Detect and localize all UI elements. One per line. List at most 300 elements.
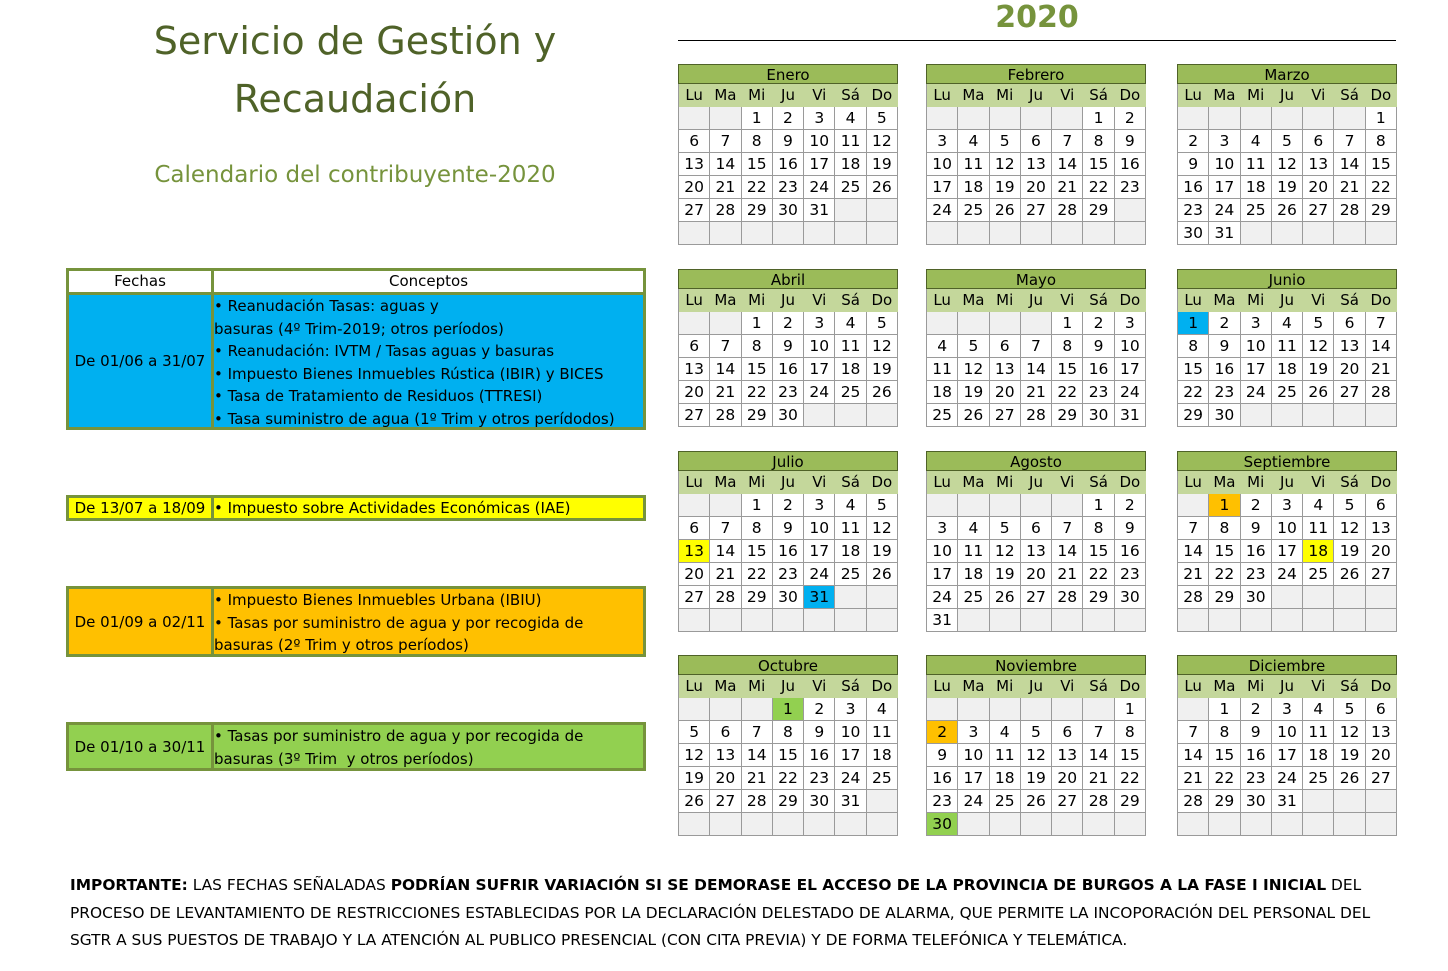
day-cell: 31 xyxy=(835,790,866,813)
empty-day-cell xyxy=(1083,698,1114,721)
empty-day-cell xyxy=(804,609,835,632)
empty-day-cell xyxy=(710,107,741,130)
empty-day-cell xyxy=(1272,222,1303,245)
month-days-grid xyxy=(1177,675,1397,836)
day-cell: 15 xyxy=(742,358,773,381)
weekday-header: Ju xyxy=(1021,675,1052,698)
empty-day-cell xyxy=(710,222,741,245)
column-header-concepts: Conceptos xyxy=(388,272,469,290)
weekday-header: Ju xyxy=(1272,289,1303,312)
day-cell: 28 xyxy=(1083,790,1114,813)
empty-day-cell xyxy=(990,312,1021,335)
day-cell: 13 xyxy=(679,358,710,381)
day-cell: 24 xyxy=(804,381,835,404)
day-cell: 18 xyxy=(1303,540,1334,563)
day-cell: 13 xyxy=(1303,153,1334,176)
day-cell: 13 xyxy=(679,153,710,176)
day-cell: 27 xyxy=(1052,790,1083,813)
day-cell: 10 xyxy=(804,130,835,153)
day-cell: 14 xyxy=(710,358,741,381)
weekday-header: Vi xyxy=(1303,471,1334,494)
day-cell: 15 xyxy=(1052,358,1083,381)
day-cell: 25 xyxy=(867,767,898,790)
day-cell: 12 xyxy=(1021,744,1052,767)
empty-day-cell xyxy=(679,698,710,721)
weekday-header: Ma xyxy=(1209,471,1240,494)
day-cell: 30 xyxy=(1083,404,1114,427)
empty-day-cell xyxy=(1052,609,1083,632)
weekday-header: Sá xyxy=(1334,84,1365,107)
day-cell: 4 xyxy=(835,494,866,517)
day-cell: 9 xyxy=(773,517,804,540)
day-cell: 26 xyxy=(1303,381,1334,404)
day-cell: 1 xyxy=(1209,494,1240,517)
weekday-header: Ma xyxy=(1209,675,1240,698)
empty-day-cell xyxy=(1178,107,1209,130)
day-cell: 27 xyxy=(679,404,710,427)
day-cell: 23 xyxy=(1115,563,1146,586)
day-cell: 19 xyxy=(958,381,989,404)
day-cell: 25 xyxy=(958,586,989,609)
day-cell: 21 xyxy=(1366,358,1397,381)
empty-day-cell xyxy=(1272,404,1303,427)
day-cell: 29 xyxy=(742,586,773,609)
day-cell: 3 xyxy=(1209,130,1240,153)
day-cell: 18 xyxy=(867,744,898,767)
table-row xyxy=(66,586,646,657)
empty-day-cell xyxy=(990,698,1021,721)
empty-day-cell xyxy=(679,494,710,517)
day-cell: 28 xyxy=(742,790,773,813)
day-cell: 22 xyxy=(1115,767,1146,790)
day-cell: 11 xyxy=(835,130,866,153)
day-cell: 4 xyxy=(958,517,989,540)
day-cell: 4 xyxy=(835,312,866,335)
day-cell: 21 xyxy=(1052,176,1083,199)
weekday-header: Sá xyxy=(1334,289,1365,312)
concept-line: • Impuesto Bienes Inmuebles Urbana (IBIU) xyxy=(214,591,542,609)
empty-day-cell xyxy=(1334,404,1365,427)
day-cell: 9 xyxy=(1115,130,1146,153)
day-cell: 8 xyxy=(773,721,804,744)
day-cell: 28 xyxy=(1052,586,1083,609)
day-cell: 29 xyxy=(1209,790,1240,813)
month-febrero xyxy=(926,64,1146,245)
month-septiembre xyxy=(1177,451,1397,632)
empty-day-cell xyxy=(1209,813,1240,836)
day-cell: 30 xyxy=(773,199,804,222)
day-cell: 22 xyxy=(1083,176,1114,199)
day-cell: 27 xyxy=(1366,767,1397,790)
day-cell: 27 xyxy=(679,586,710,609)
day-cell: 25 xyxy=(927,404,958,427)
empty-day-cell xyxy=(1052,222,1083,245)
day-cell: 31 xyxy=(1209,222,1240,245)
day-cell: 7 xyxy=(710,130,741,153)
month-name: Junio xyxy=(1177,269,1397,289)
empty-day-cell xyxy=(1115,199,1146,222)
concept-line: • Reanudación Tasas: aguas y xyxy=(214,297,439,315)
day-cell: 6 xyxy=(1366,494,1397,517)
day-cell: 13 xyxy=(990,358,1021,381)
weekday-header: Ma xyxy=(958,471,989,494)
day-cell: 7 xyxy=(742,721,773,744)
empty-day-cell xyxy=(1115,222,1146,245)
weekday-header: Mi xyxy=(990,675,1021,698)
day-cell: 19 xyxy=(1334,540,1365,563)
day-cell: 17 xyxy=(927,563,958,586)
day-cell: 21 xyxy=(742,767,773,790)
day-cell: 23 xyxy=(1115,176,1146,199)
empty-day-cell xyxy=(1241,222,1272,245)
day-cell: 14 xyxy=(710,540,741,563)
empty-day-cell xyxy=(958,813,989,836)
note-label: IMPORTANTE: xyxy=(70,876,188,894)
empty-day-cell xyxy=(1241,609,1272,632)
day-cell: 8 xyxy=(1083,130,1114,153)
day-cell: 6 xyxy=(710,721,741,744)
day-cell: 9 xyxy=(1241,721,1272,744)
empty-day-cell xyxy=(773,222,804,245)
weekday-header: Ju xyxy=(1021,471,1052,494)
weekday-header: Sá xyxy=(1083,471,1114,494)
empty-day-cell xyxy=(867,199,898,222)
day-cell: 13 xyxy=(1366,721,1397,744)
day-cell: 18 xyxy=(1303,744,1334,767)
weekday-header: Ma xyxy=(710,289,741,312)
month-days-grid xyxy=(1177,471,1397,632)
day-cell: 14 xyxy=(1178,744,1209,767)
day-cell: 18 xyxy=(835,540,866,563)
day-cell: 15 xyxy=(1209,744,1240,767)
empty-day-cell xyxy=(1178,609,1209,632)
weekday-header: Mi xyxy=(1241,289,1272,312)
empty-day-cell xyxy=(1334,107,1365,130)
weekday-header: Ju xyxy=(1272,471,1303,494)
day-cell: 27 xyxy=(990,404,1021,427)
day-cell: 5 xyxy=(1303,312,1334,335)
day-cell: 23 xyxy=(1241,563,1272,586)
empty-day-cell xyxy=(1272,813,1303,836)
day-cell: 1 xyxy=(773,698,804,721)
weekday-header: Vi xyxy=(1052,289,1083,312)
month-days-grid xyxy=(678,675,898,836)
day-cell: 29 xyxy=(1083,586,1114,609)
day-cell: 13 xyxy=(1334,335,1365,358)
day-cell: 27 xyxy=(710,790,741,813)
day-cell: 13 xyxy=(1366,517,1397,540)
day-cell: 11 xyxy=(1303,721,1334,744)
month-noviembre xyxy=(926,655,1146,836)
day-cell: 6 xyxy=(679,335,710,358)
day-cell: 5 xyxy=(867,107,898,130)
day-cell: 7 xyxy=(710,335,741,358)
empty-day-cell xyxy=(1021,813,1052,836)
day-cell: 19 xyxy=(867,153,898,176)
day-cell: 17 xyxy=(1241,358,1272,381)
day-cell: 7 xyxy=(1366,312,1397,335)
row-concepts xyxy=(214,725,643,768)
empty-day-cell xyxy=(1178,698,1209,721)
day-cell: 26 xyxy=(1021,790,1052,813)
weekday-header: Sá xyxy=(835,471,866,494)
empty-day-cell xyxy=(1272,107,1303,130)
day-cell: 5 xyxy=(1021,721,1052,744)
day-cell: 24 xyxy=(1272,767,1303,790)
day-cell: 19 xyxy=(867,540,898,563)
day-cell: 14 xyxy=(1366,335,1397,358)
weekday-header: Sá xyxy=(1083,84,1114,107)
day-cell: 15 xyxy=(1115,744,1146,767)
day-cell: 19 xyxy=(679,767,710,790)
empty-day-cell xyxy=(1052,698,1083,721)
weekday-header: Lu xyxy=(679,471,710,494)
empty-day-cell xyxy=(1334,813,1365,836)
day-cell: 5 xyxy=(958,335,989,358)
day-cell: 23 xyxy=(773,176,804,199)
day-cell: 19 xyxy=(1334,744,1365,767)
day-cell: 8 xyxy=(1178,335,1209,358)
page-subtitle: Calendario del contribuyente-2020 xyxy=(154,162,556,188)
month-name: Abril xyxy=(678,269,898,289)
day-cell: 3 xyxy=(1272,494,1303,517)
day-cell: 5 xyxy=(1334,698,1365,721)
month-name: Agosto xyxy=(926,451,1146,471)
weekday-header: Lu xyxy=(679,84,710,107)
weekday-header: Do xyxy=(1366,84,1397,107)
calendar-year: 2020 xyxy=(995,0,1079,35)
day-cell: 21 xyxy=(1083,767,1114,790)
concept-line: basuras (2º Trim y otros períodos) xyxy=(214,636,469,655)
weekday-header: Ma xyxy=(1209,289,1240,312)
empty-day-cell xyxy=(1209,107,1240,130)
empty-day-cell xyxy=(742,813,773,836)
day-cell: 14 xyxy=(1178,540,1209,563)
concept-line: • Tasa de Tratamiento de Residuos (TTRESI) xyxy=(214,387,543,406)
concept-line: basuras (3º Trim y otros períodos) xyxy=(214,749,474,768)
month-name: Mayo xyxy=(926,269,1146,289)
day-cell: 14 xyxy=(1052,540,1083,563)
empty-day-cell xyxy=(990,494,1021,517)
empty-day-cell xyxy=(1083,222,1114,245)
empty-day-cell xyxy=(1021,698,1052,721)
day-cell: 30 xyxy=(927,813,958,836)
empty-day-cell xyxy=(1241,404,1272,427)
empty-day-cell xyxy=(1366,404,1397,427)
day-cell: 29 xyxy=(1115,790,1146,813)
concept-line: • Tasa suministro de agua (1º Trim y otros perídodos) xyxy=(214,409,615,428)
day-cell: 24 xyxy=(958,790,989,813)
empty-day-cell xyxy=(835,222,866,245)
month-agosto xyxy=(926,451,1146,632)
day-cell: 1 xyxy=(1083,107,1114,130)
empty-day-cell xyxy=(990,813,1021,836)
day-cell: 8 xyxy=(1209,517,1240,540)
empty-day-cell xyxy=(927,698,958,721)
month-days-grid xyxy=(926,471,1146,632)
empty-day-cell xyxy=(1052,107,1083,130)
weekday-header: Vi xyxy=(804,84,835,107)
day-cell: 18 xyxy=(990,767,1021,790)
day-cell: 17 xyxy=(804,540,835,563)
empty-day-cell xyxy=(1178,494,1209,517)
empty-day-cell xyxy=(1366,609,1397,632)
empty-day-cell xyxy=(958,609,989,632)
title-line-2: Recaudación xyxy=(233,77,477,121)
empty-day-cell xyxy=(1241,107,1272,130)
empty-day-cell xyxy=(927,222,958,245)
weekday-header: Sá xyxy=(835,675,866,698)
day-cell: 25 xyxy=(990,790,1021,813)
day-cell: 4 xyxy=(1303,698,1334,721)
day-cell: 26 xyxy=(867,563,898,586)
day-cell: 2 xyxy=(1241,494,1272,517)
empty-day-cell xyxy=(1334,790,1365,813)
weekday-header: Sá xyxy=(1334,471,1365,494)
day-cell: 28 xyxy=(1178,586,1209,609)
day-cell: 31 xyxy=(804,586,835,609)
day-cell: 30 xyxy=(804,790,835,813)
day-cell: 27 xyxy=(1021,199,1052,222)
day-cell: 11 xyxy=(835,517,866,540)
empty-day-cell xyxy=(958,107,989,130)
empty-day-cell xyxy=(958,494,989,517)
empty-day-cell xyxy=(990,107,1021,130)
empty-day-cell xyxy=(1021,494,1052,517)
day-cell: 10 xyxy=(958,744,989,767)
day-cell: 24 xyxy=(804,563,835,586)
day-cell: 29 xyxy=(1209,586,1240,609)
day-cell: 4 xyxy=(1303,494,1334,517)
weekday-header: Mi xyxy=(990,471,1021,494)
empty-day-cell xyxy=(835,813,866,836)
day-cell: 9 xyxy=(1241,517,1272,540)
day-cell: 6 xyxy=(679,130,710,153)
day-cell: 11 xyxy=(1272,335,1303,358)
empty-day-cell xyxy=(679,609,710,632)
weekday-header: Lu xyxy=(1178,471,1209,494)
month-marzo xyxy=(1177,64,1397,245)
day-cell: 10 xyxy=(804,335,835,358)
month-mayo xyxy=(926,269,1146,427)
day-cell: 22 xyxy=(742,381,773,404)
empty-day-cell xyxy=(958,222,989,245)
day-cell: 27 xyxy=(1366,563,1397,586)
weekday-header: Vi xyxy=(804,471,835,494)
day-cell: 24 xyxy=(804,176,835,199)
day-cell: 29 xyxy=(1366,199,1397,222)
empty-day-cell xyxy=(1209,609,1240,632)
day-cell: 9 xyxy=(1115,517,1146,540)
day-cell: 8 xyxy=(1209,721,1240,744)
day-cell: 16 xyxy=(1241,744,1272,767)
empty-day-cell xyxy=(1334,609,1365,632)
day-cell: 26 xyxy=(679,790,710,813)
day-cell: 7 xyxy=(1083,721,1114,744)
day-cell: 27 xyxy=(1021,586,1052,609)
day-cell: 1 xyxy=(1083,494,1114,517)
empty-day-cell xyxy=(679,813,710,836)
day-cell: 11 xyxy=(1303,517,1334,540)
weekday-header: Sá xyxy=(1083,289,1114,312)
empty-day-cell xyxy=(867,586,898,609)
day-cell: 9 xyxy=(804,721,835,744)
day-cell: 21 xyxy=(710,176,741,199)
empty-day-cell xyxy=(1052,494,1083,517)
day-cell: 9 xyxy=(773,335,804,358)
day-cell: 8 xyxy=(1083,517,1114,540)
row-concepts xyxy=(214,589,643,654)
day-cell: 12 xyxy=(1272,153,1303,176)
day-cell: 12 xyxy=(867,130,898,153)
day-cell: 13 xyxy=(1021,540,1052,563)
empty-day-cell xyxy=(958,312,989,335)
empty-day-cell xyxy=(1021,609,1052,632)
day-cell: 3 xyxy=(804,312,835,335)
weekday-header: Vi xyxy=(1303,289,1334,312)
day-cell: 12 xyxy=(990,540,1021,563)
weekday-header: Lu xyxy=(927,289,958,312)
day-cell: 9 xyxy=(773,130,804,153)
day-cell: 20 xyxy=(1366,540,1397,563)
empty-day-cell xyxy=(710,609,741,632)
day-cell: 2 xyxy=(773,312,804,335)
weekday-header: Ma xyxy=(1209,84,1240,107)
empty-day-cell xyxy=(1241,813,1272,836)
day-cell: 22 xyxy=(742,176,773,199)
weekday-header: Sá xyxy=(835,84,866,107)
concept-line: basuras (4º Trim-2019; otros períodos) xyxy=(214,319,504,338)
empty-day-cell xyxy=(1366,790,1397,813)
day-cell: 28 xyxy=(1334,199,1365,222)
day-cell: 28 xyxy=(1052,199,1083,222)
day-cell: 11 xyxy=(835,335,866,358)
day-cell: 24 xyxy=(1115,381,1146,404)
day-cell: 14 xyxy=(742,744,773,767)
day-cell: 4 xyxy=(990,721,1021,744)
day-cell: 21 xyxy=(1178,767,1209,790)
weekday-header: Ju xyxy=(773,84,804,107)
day-cell: 16 xyxy=(773,540,804,563)
empty-day-cell xyxy=(742,222,773,245)
empty-day-cell xyxy=(1366,222,1397,245)
day-cell: 16 xyxy=(1083,358,1114,381)
title-line-1: Servicio de Gestión y xyxy=(153,19,557,63)
day-cell: 20 xyxy=(679,381,710,404)
month-name: Diciembre xyxy=(1177,655,1397,675)
day-cell: 17 xyxy=(927,176,958,199)
concept-line: • Impuesto sobre Actividades Económicas (IAE) xyxy=(214,499,571,517)
day-cell: 29 xyxy=(773,790,804,813)
day-cell: 1 xyxy=(742,107,773,130)
weekday-header: Do xyxy=(1115,675,1146,698)
month-days-grid xyxy=(926,84,1146,245)
day-cell: 22 xyxy=(1178,381,1209,404)
day-cell: 21 xyxy=(710,381,741,404)
day-cell: 26 xyxy=(1334,563,1365,586)
empty-day-cell xyxy=(927,107,958,130)
day-cell: 15 xyxy=(742,153,773,176)
empty-day-cell xyxy=(835,199,866,222)
day-cell: 12 xyxy=(958,358,989,381)
weekday-header: Mi xyxy=(742,84,773,107)
empty-day-cell xyxy=(927,494,958,517)
weekday-header: Mi xyxy=(742,289,773,312)
day-cell: 30 xyxy=(773,586,804,609)
weekday-header: Do xyxy=(1366,471,1397,494)
row-date: De 01/06 a 31/07 xyxy=(69,295,214,427)
day-cell: 10 xyxy=(927,540,958,563)
